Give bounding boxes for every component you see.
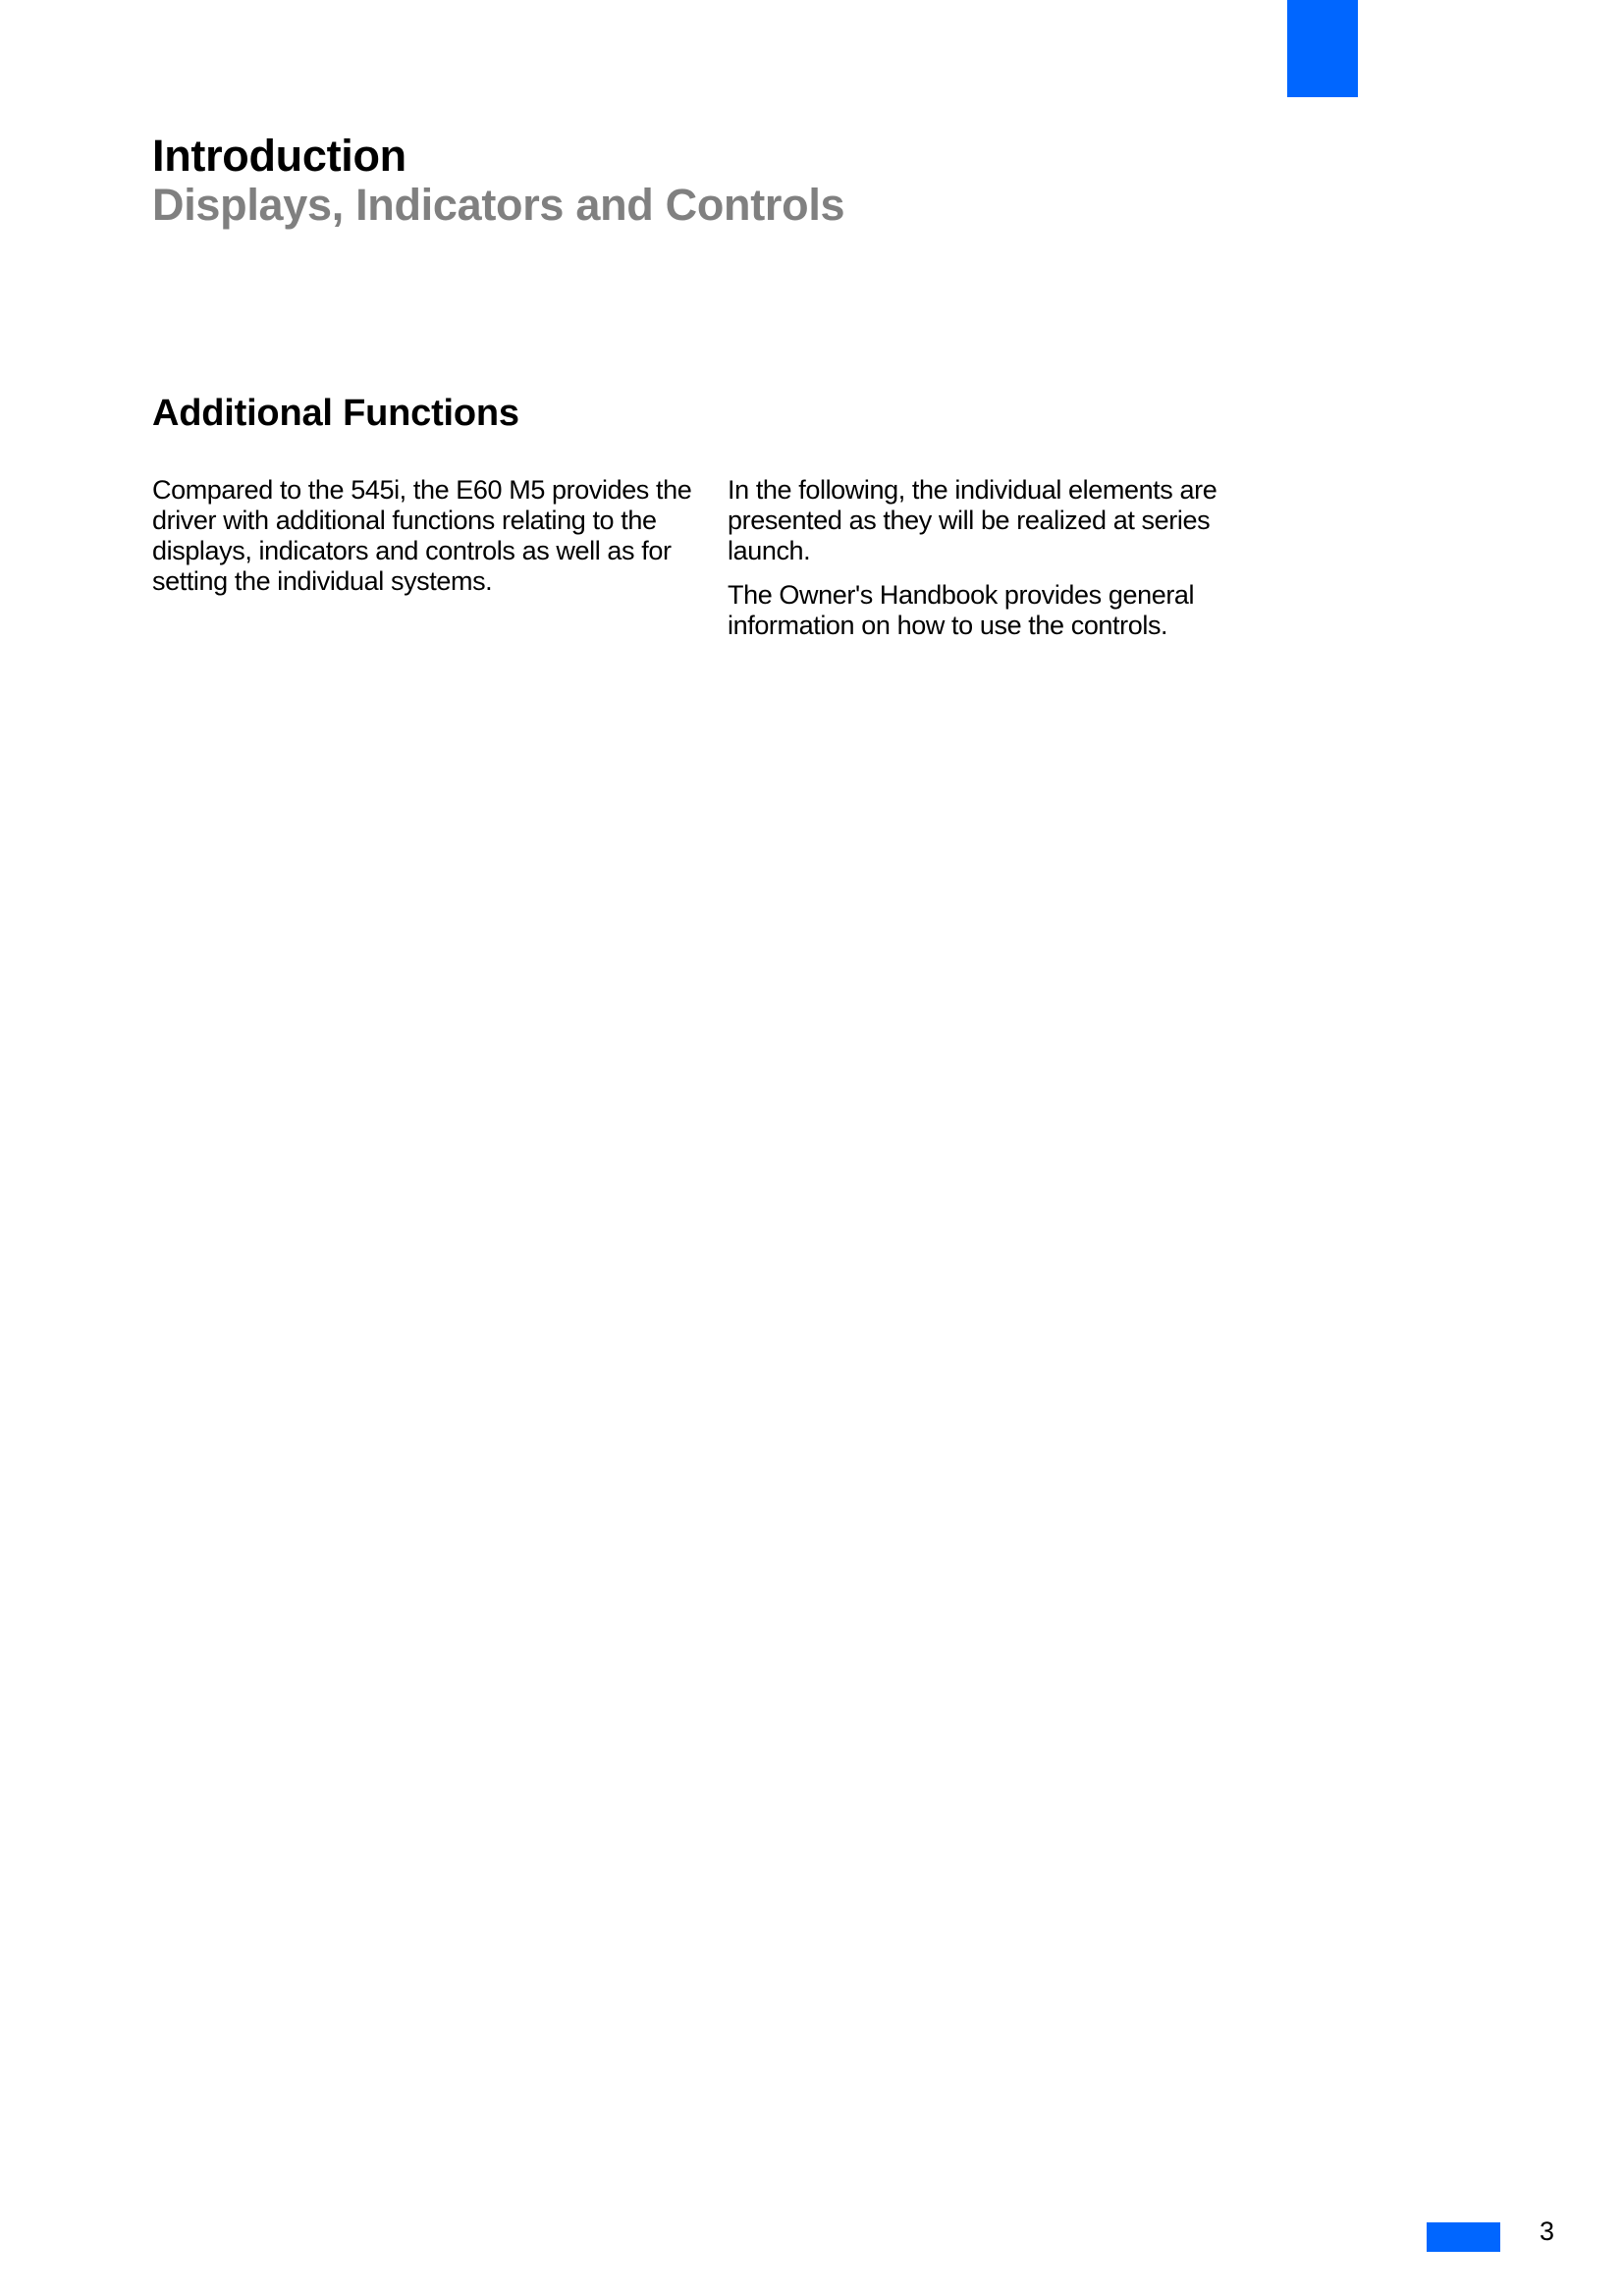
left-column xyxy=(152,475,702,611)
page-subtitle: Displays, Indicators and Controls xyxy=(152,180,845,230)
paragraph: The Owner's Handbook provides general information on how to use the controls. xyxy=(728,580,1195,640)
section-heading: Additional Functions xyxy=(152,393,519,434)
page-title: Introduction xyxy=(152,131,406,181)
top-tab-marker xyxy=(1287,0,1358,97)
page-number: 3 xyxy=(1540,2216,1555,2246)
right-column xyxy=(728,475,1277,655)
paragraph: In the following, the individual elements are presented as they will be realized at series launch. xyxy=(728,475,1217,565)
paragraph: Compared to the 545i, the E60 M5 provides the driver with additional functions relating to the displays, indicators and controls as well as for setting the individual systems. xyxy=(152,475,692,596)
footer-marker xyxy=(1427,2222,1500,2252)
page-header xyxy=(152,132,1232,230)
